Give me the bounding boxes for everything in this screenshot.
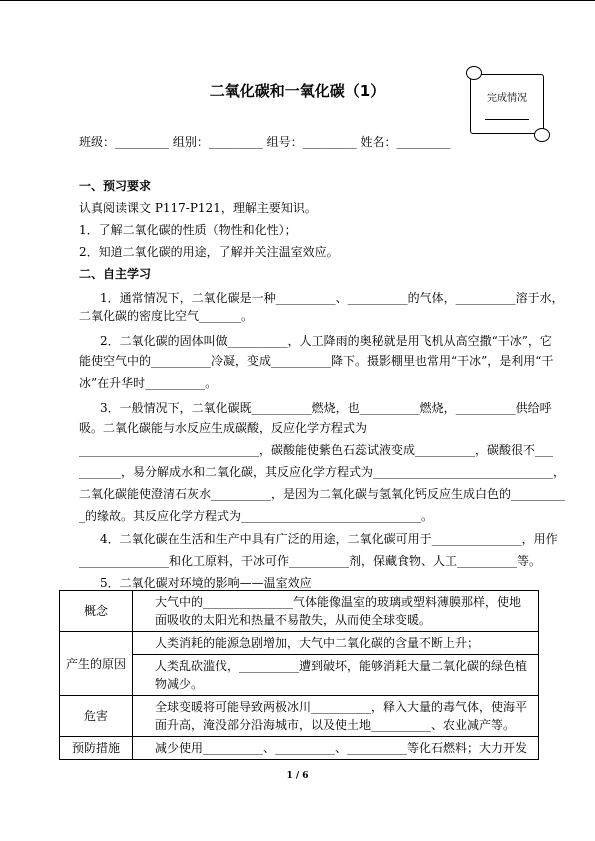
row-value-harm: 全球变暖将可能导致两极冰川__________，释入大量的毒气体，使海平面升高，淹没部分沿海城市，以及使土地__________、农业减产等。 [133, 696, 539, 737]
s2-line-1: 1．通常情况下，二氧化碳是一种__________、__________的气体，__________溶于水， [100, 291, 564, 305]
s2-line-8: ______________________________，碳酸能使紫色石蕊试液变成__________，碳酸很不___ [79, 443, 554, 457]
scroll-curl-bottom [534, 128, 550, 142]
row-value-cause-1: 人类消耗的能源急剧增加，大气中二氧化碳的含量不断上升； [133, 632, 539, 655]
completion-label: 完成情况 [487, 93, 527, 104]
row-value-prevention: 减少使用__________、__________、__________等化石燃料；大力开发 [133, 737, 539, 760]
s2-line-2: 二氧化碳的密度比空气_______。 [79, 309, 254, 323]
row-key-prevention: 预防措施 [60, 737, 133, 760]
page-number: 1 / 6 [286, 771, 309, 781]
s2-line-13: _______________和化工原料，干冰可作__________剂，保藏食物、人工__________等。 [79, 554, 542, 568]
section1-item2: 2．知道二氧化碳的用途，了解并关注温室效应。 [79, 245, 339, 259]
section1-intro: 认真阅读课文 P117-P121，理解主要知识。 [79, 201, 317, 215]
row-key-cause: 产生的原因 [60, 632, 133, 696]
header-fields: 班级：_________ 组别：_________ 组号：_________ 姓名：_________ [79, 135, 451, 149]
row-key-concept: 概念 [60, 591, 133, 632]
section2-heading: 二、自主学习 [79, 267, 152, 281]
table-row [60, 632, 539, 655]
s2-line-6: 3．一般情况下，二氧化碳既__________燃烧，也__________燃烧，__________供给呼 [100, 401, 552, 415]
row-key-harm: 危害 [60, 696, 133, 737]
row-value-concept: 大气中的_______________气体能像温室的玻璃或塑料薄膜那样，使地面吸收的太阳光和热量不易散失，从而使全球变暖。 [133, 591, 539, 632]
s2-line-9: _______，易分解成水和二氧化碳，其反应化学方程式为______________________________， [79, 465, 566, 479]
s2-line-12: 4．二氧化碳在生活和生产中具有广泛的用途，二氧化碳可用于_______________，用作 [100, 532, 558, 546]
completion-line [485, 119, 529, 120]
s2-line-7: 吸。二氧化碳能与水反应生成碳酸，反应化学方程式为 [79, 421, 368, 435]
scroll-curl-top [466, 66, 482, 80]
section1-heading: 一、预习要求 [79, 179, 152, 193]
table-row [60, 737, 539, 760]
scroll-frame [470, 74, 544, 134]
table-row [60, 591, 539, 632]
s2-line-4: 能使空气中的__________冷凝，变成__________降下。摄影棚里也常用“干冰”，是利用“干 [79, 354, 554, 368]
page-title: 二氧化碳和一氧化碳（1） [209, 82, 386, 100]
row-value-cause-2: 人类乱砍滥伐，__________遭到破坏，能够消耗大量二氧化碳的绿色植物减少。 [133, 655, 539, 696]
s2-line-10: 二氧化碳能使澄清石灰水__________，是因为二氧化碳与氢氧化钙反应生成白色的_________ [79, 487, 566, 501]
top-rule [0, 0, 595, 1]
section1-item1: 1．了解二氧化碳的性质（物性和化性）； [79, 223, 297, 237]
s2-line-14: 5．二氧化碳对环境的影响——温室效应 [100, 576, 312, 590]
s2-line-11: _的缘故。其反应化学方程式为______________________________。 [79, 509, 434, 523]
s2-line-3: 2．二氧化碳的固体叫做__________，人工降雨的奥秘就是用飞机从高空撒“干冰”，它 [100, 334, 552, 348]
table-row [60, 696, 539, 737]
s2-line-5: 冰”在升华时__________。 [79, 376, 218, 390]
greenhouse-table [59, 590, 539, 760]
